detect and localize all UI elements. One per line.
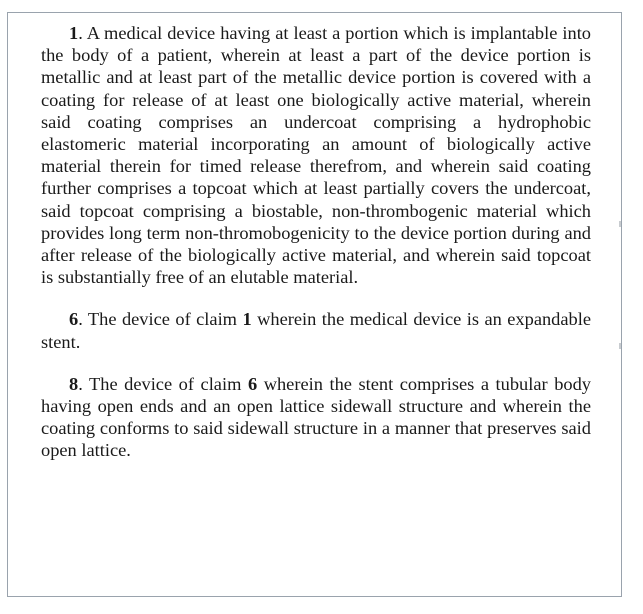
claim-text: wherein the stent comprises a tubular body having open ends and an open lattice sidewall structure and wherein the coating conforms to said sidewall structure in a manner that preserves said open lattice. — [41, 373, 591, 461]
claim-text: wherein the medical device is an expandable stent. — [41, 309, 592, 352]
claim-reference: 6 — [247, 373, 258, 394]
claim-1: 1. A medical device having at least a portion which is implantable into the body of a patient, wherein at least a part of the device portion is metallic and at least part of the metallic device portion is covered with a coating for release of at least one biologically active material, wherein said coating comprises an undercoat comprising a hydrophobic elastomeric material incorporating an amount of biologically active material therein for timed release therefrom, and wherein said coating further comprises a topcoat which at least partially covers the undercoat, said topcoat comprising a biostable, non-thrombogenic material which provides long term non-thromobogenicity to the device portion during and after release of the biologically active material, and wherein said topcoat is substantially free of an elutable material. — [41, 23, 591, 288]
claim-number: 8 — [69, 373, 79, 394]
claims-text — [41, 22, 591, 462]
claim-number: 6 — [69, 309, 79, 330]
claim-6: 6. The device of claim 1 wherein the medical device is an expandable stent. — [41, 309, 592, 352]
claim-number: 1 — [69, 23, 79, 43]
claim-text: The device of claim — [89, 373, 242, 394]
claim-text: The device of claim — [87, 309, 237, 330]
edge-mark-2 — [619, 343, 621, 349]
claim-text: A medical device having at least a portion which is implantable into the body of a patient, wherein at least a part of the device portion is metallic and at least part of the metallic device portion is covered with a coating for release of at least one biologically active material, wherein said coating comprises an undercoat comprising a hydrophobic elastomeric material incorporating an amount of biologically active material therein for timed release therefrom, and wherein said coating further comprises a topcoat which at least partially covers the undercoat, said topcoat comprising a biostable, non-thrombogenic material which provides long term non-thromobogenicity to the device portion during and after release of the biologically active material, and wherein said topcoat is substantially free of an elutable material. — [41, 23, 591, 288]
claim-reference: 1 — [242, 309, 252, 330]
claim-8: 8. The device of claim 6 wherein the stent comprises a tubular body having open ends and an open lattice sidewall structure and wherein the coating conforms to said sidewall structure in a manner that preserves said open lattice. — [41, 373, 591, 461]
edge-mark-1 — [619, 221, 621, 227]
